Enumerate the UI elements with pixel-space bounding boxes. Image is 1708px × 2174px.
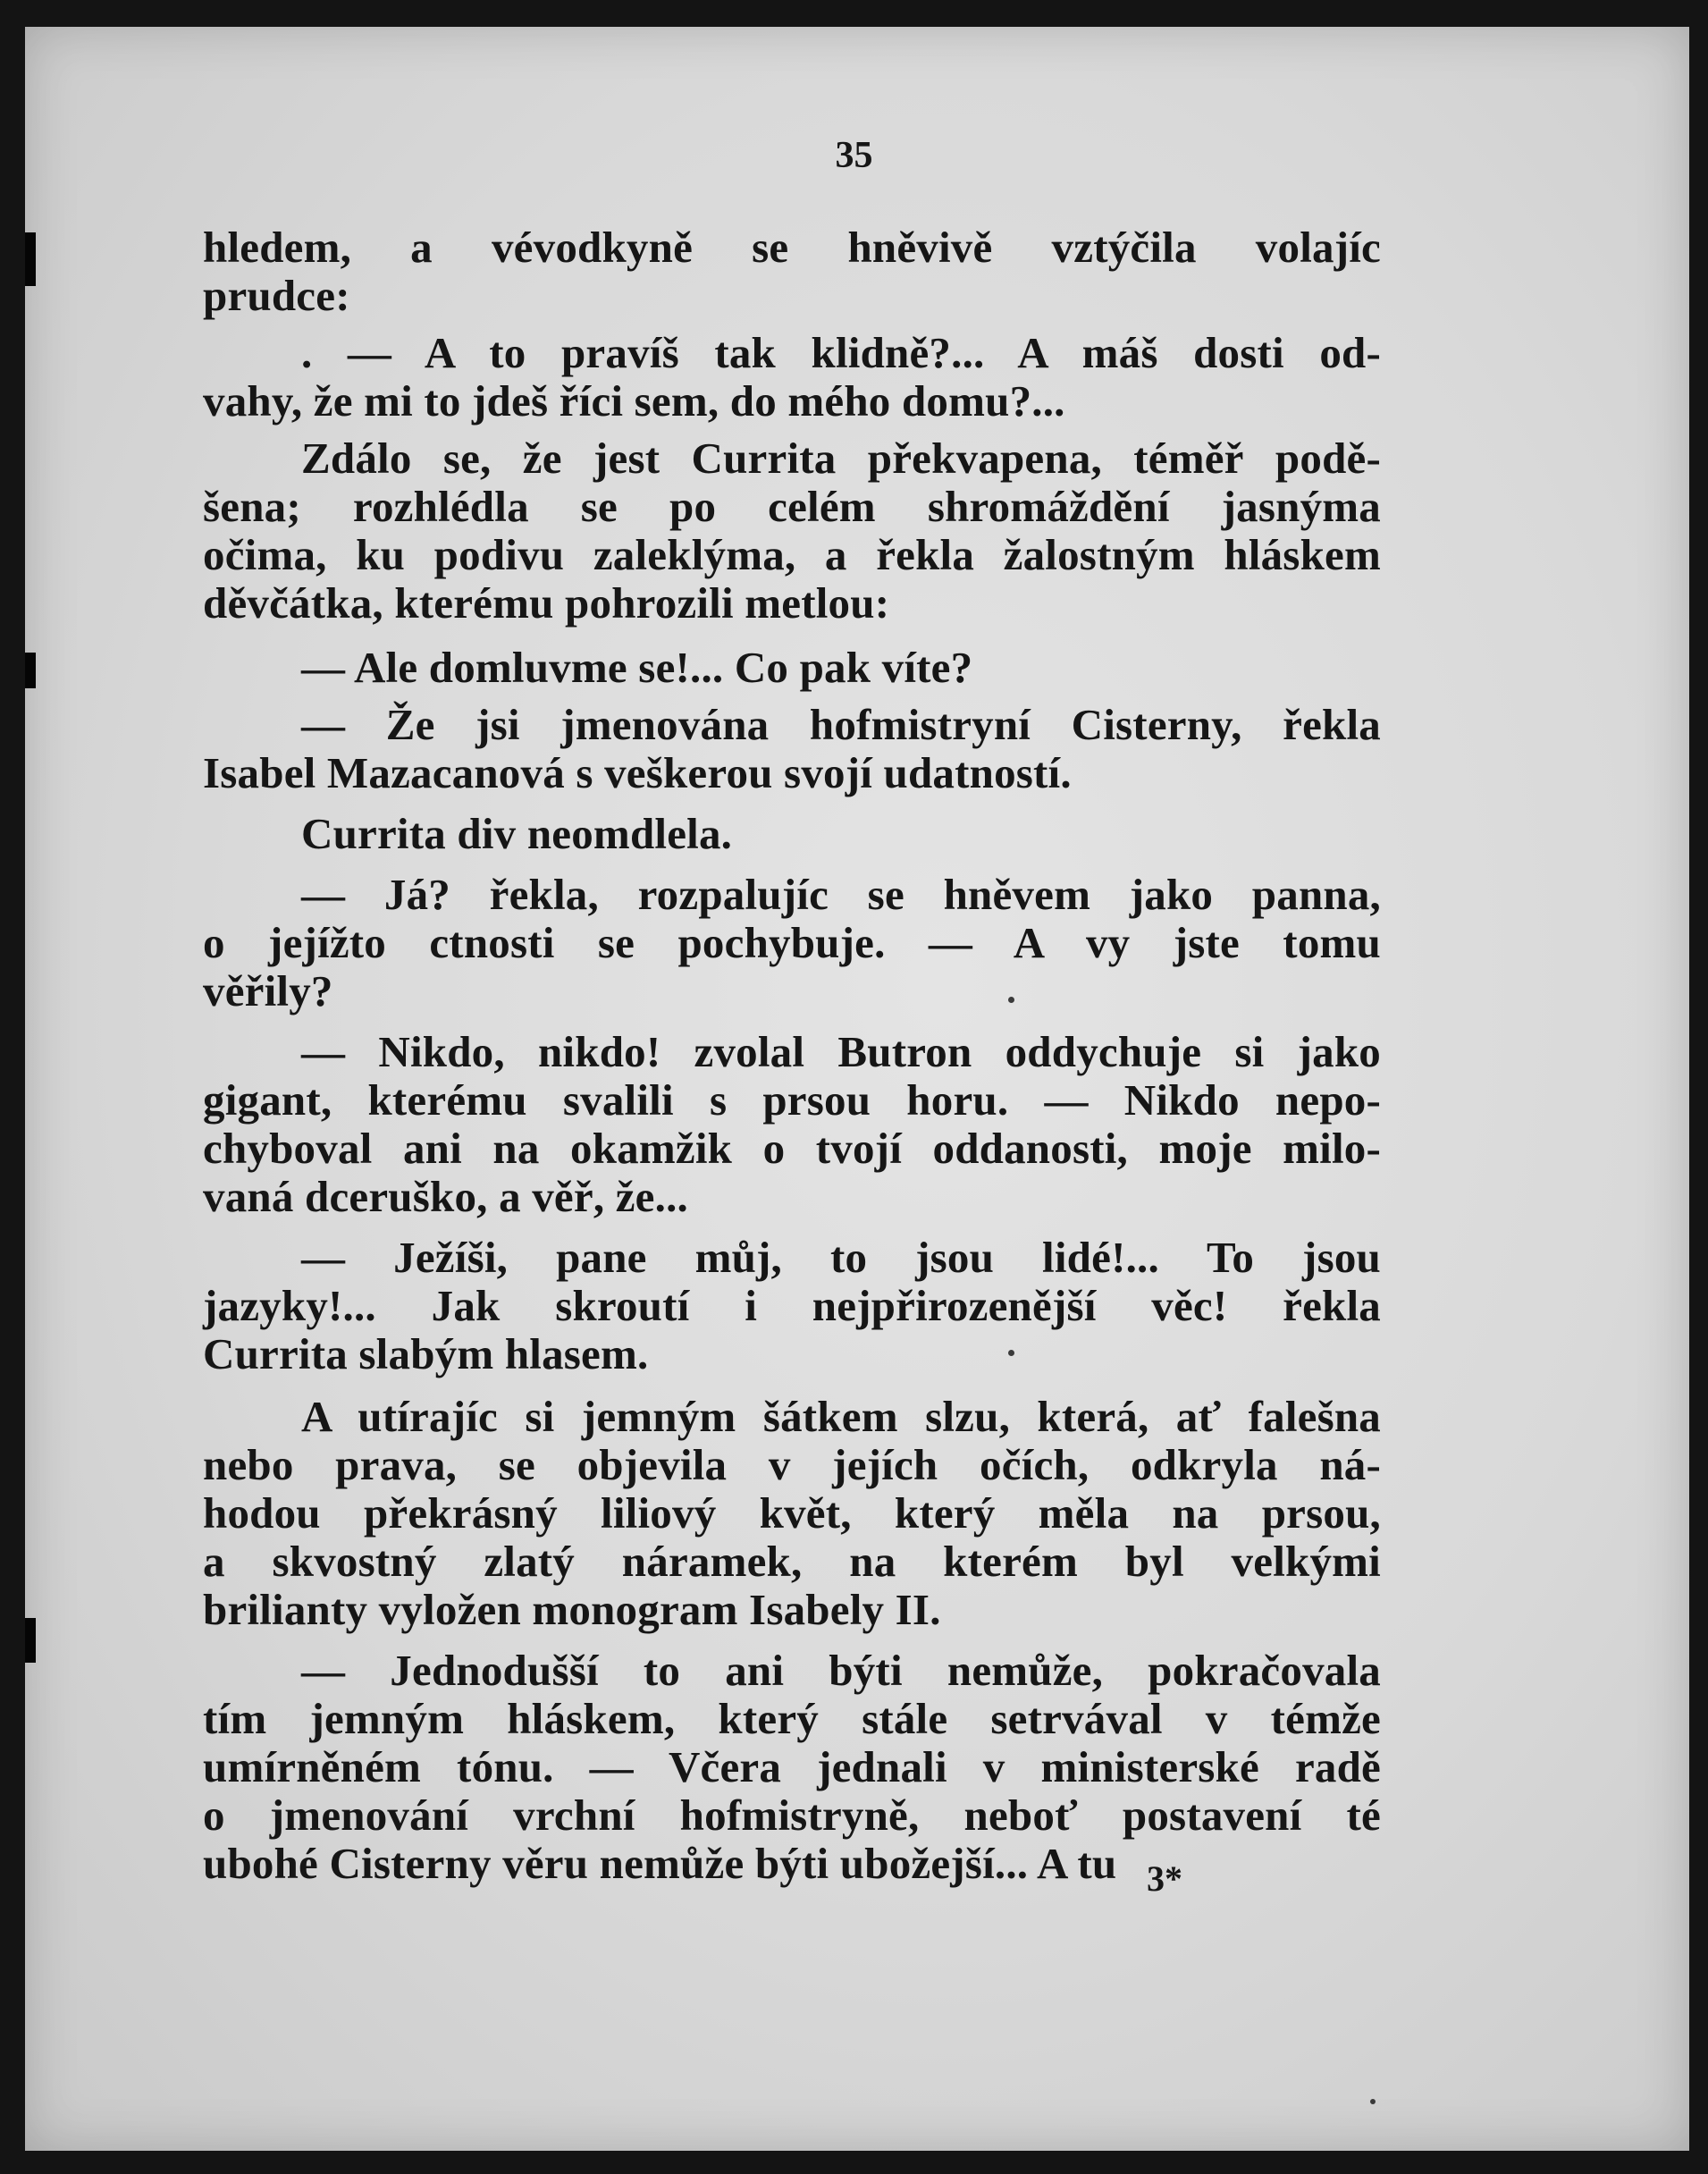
text-line: — Jednodušší to ani býti nemůže, pokračovala: [301, 1646, 1381, 1695]
text-line: Isabel Mazacanová s veškerou svojí udatností.: [203, 748, 1072, 797]
paper-speck: [1370, 2099, 1376, 2104]
spine-shadow: [25, 1618, 36, 1663]
text-line: věřily?: [203, 966, 333, 1015]
text-line: Zdálo se, že jest Currita překvapena, téměř podě-: [301, 434, 1381, 483]
paragraph: [203, 329, 1381, 426]
signature-mark: 3*: [1147, 1858, 1182, 1899]
text-line: hodou překrásný liliový květ, který měla na prsou,: [203, 1488, 1381, 1538]
text-line: vahy, že mi to jdeš říci sem, do mého domu?...: [203, 376, 1065, 426]
spine-shadow: [25, 232, 36, 286]
text-line: hledem, a vévodkyně se hněvivě vztýčila volajíc: [203, 223, 1381, 272]
text-line: jazyky!... Jak skroutí i nejpřirozenější věc! řekla: [203, 1281, 1381, 1330]
text-line: Currita div neomdlela.: [301, 809, 733, 858]
text-line: o jejížto ctnosti se pochybuje. — A vy jste tomu: [203, 918, 1381, 967]
text-line: — Nikdo, nikdo! zvolal Butron oddychuje si jako: [301, 1027, 1381, 1076]
paragraph: [203, 223, 1381, 320]
text-line: chyboval ani na okamžik o tvojí oddanosti, moje milo-: [203, 1124, 1381, 1173]
paragraph: [203, 1393, 1381, 1634]
paragraph: [203, 1234, 1381, 1378]
page-number: 35: [835, 135, 873, 176]
text-line: — Ježíši, pane můj, to jsou lidé!... To jsou: [301, 1233, 1381, 1282]
paragraph: [203, 701, 1381, 797]
text-line: vaná dceruško, a věř, že...: [203, 1172, 688, 1221]
text-line: brilianty vyložen monogram Isabely II.: [203, 1585, 941, 1634]
text-line: tím jemným hláskem, který stále setrvával v témže: [203, 1694, 1381, 1743]
spine-shadow: [25, 653, 36, 688]
text-line: o jmenování vrchní hofmistryně, neboť postavení té: [203, 1791, 1381, 1840]
paragraph: [203, 810, 1381, 858]
text-line: Currita slabým hlasem.: [203, 1329, 649, 1378]
text-line: — Ale domluvme se!... Co pak víte?: [301, 643, 973, 692]
text-line: ubohé Cisterny věru nemůže býti ubožejší... A tu: [203, 1839, 1117, 1888]
paragraph: [203, 1647, 1381, 1888]
text-line: děvčátka, kterému pohrozili metlou:: [203, 578, 890, 628]
paragraph: [203, 434, 1381, 628]
paragraph: [203, 1028, 1381, 1221]
paragraph: [203, 644, 1381, 692]
text-line: — Že jsi jmenována hofmistryní Cisterny, řekla: [301, 700, 1381, 749]
text-line: — Já? řekla, rozpalujíc se hněvem jako panna,: [301, 870, 1381, 919]
text-line: šena; rozhlédla se po celém shromáždění jasnýma: [203, 482, 1381, 531]
body-text: [203, 223, 1381, 1888]
text-line: . — A to pravíš tak klidně?... A máš dosti od-: [301, 328, 1381, 377]
text-line: A utírajíc si jemným šátkem slzu, která, ať falešna: [301, 1392, 1381, 1441]
text-line: a skvostný zlatý náramek, na kterém byl velkými: [203, 1537, 1381, 1586]
text-line: umírněném tónu. — Včera jednali v ministerské radě: [203, 1742, 1381, 1791]
text-line: nebo prava, se objevila v jejích očích, odkryla ná-: [203, 1440, 1381, 1489]
text-line: prudce:: [203, 271, 350, 320]
text-line: očima, ku podivu zaleklýma, a řekla žalostným hláskem: [203, 530, 1381, 579]
text-line: gigant, kterému svalili s prsou horu. — Nikdo nepo-: [203, 1075, 1381, 1125]
paragraph: [203, 871, 1381, 1015]
